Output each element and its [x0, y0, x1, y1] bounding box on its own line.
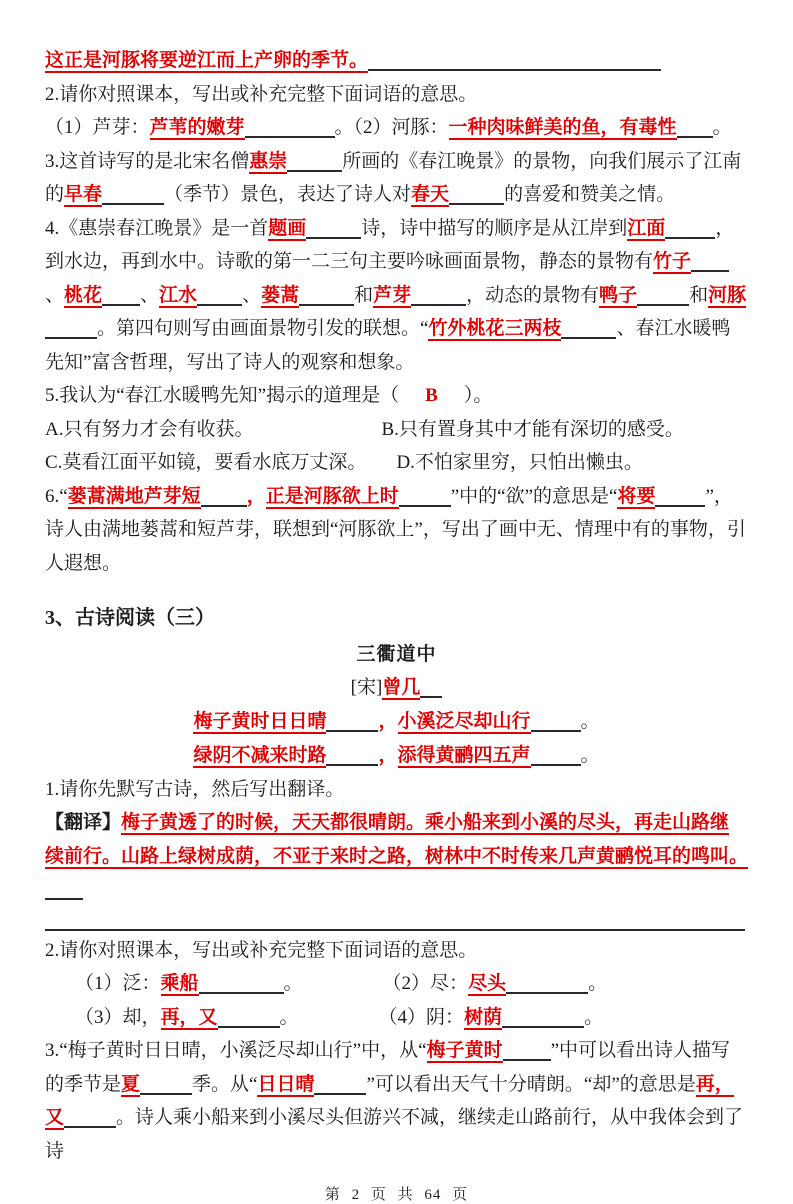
s3-q2-items-row2	[45, 1001, 748, 1035]
blank-underline	[531, 764, 581, 766]
s3-q1-prompt	[45, 773, 748, 807]
text-run: B.只有置身其中才能有深切的感受。	[381, 418, 684, 440]
text-run: 。	[580, 744, 600, 766]
text-run: （4）阴：	[378, 1006, 465, 1028]
text-run: （2）尽：	[382, 973, 469, 994]
answer-text: 乘船	[160, 973, 199, 994]
text-run: 。	[279, 1006, 299, 1028]
s3-q3-text	[45, 1034, 748, 1168]
answer-text: 日日晴	[257, 1073, 315, 1095]
text-run: 季。从“	[192, 1073, 258, 1095]
answer-text: 夏	[121, 1073, 141, 1095]
blank-underline	[45, 929, 745, 931]
text-run: （3）却，	[75, 1006, 161, 1028]
text-run: 6.“	[45, 485, 68, 507]
q5-stem	[45, 379, 748, 413]
answer-text: 芦芽	[373, 284, 412, 306]
blank-underline	[502, 1026, 584, 1028]
blank-underline	[314, 1093, 366, 1095]
answer-text: 正是河豚欲上时	[265, 485, 399, 507]
blank-underline	[102, 304, 140, 306]
blank-underline	[140, 1093, 192, 1095]
text-run: （1）芦芽：	[45, 117, 150, 138]
text-run: ）。	[463, 385, 493, 406]
section-heading	[45, 602, 748, 636]
s3-q2-prompt	[45, 934, 748, 968]
text-run: 4.《惠崇春江晚景》是一首	[45, 217, 269, 239]
blank-underline	[655, 505, 705, 507]
blank-underline	[449, 203, 504, 205]
blank-underline	[691, 270, 729, 272]
blank-underline	[197, 304, 242, 306]
q2-prompt	[45, 78, 748, 112]
text-run: 。	[283, 973, 303, 994]
blank-underline	[399, 505, 451, 507]
text-run: ”中可以看出诗人描写的季节是	[45, 1040, 731, 1095]
s3-blank-line	[45, 907, 748, 934]
text-run: 、	[140, 284, 160, 306]
text-run: 2.请你对照课本，写出或补充完整下面词语的意思。	[45, 939, 478, 961]
blank-underline	[561, 337, 616, 339]
poem-title	[45, 638, 748, 672]
answer-mark: ，	[378, 710, 398, 732]
text-run: 5.我认为“春江水暖鸭先知”揭示的道理是（	[45, 385, 400, 406]
answer-text: 这正是河豚将要逆江而上产卵的季节。	[45, 50, 369, 71]
q4-text	[45, 212, 748, 380]
blank-underline	[665, 237, 715, 239]
answer-text: 尽头	[468, 973, 507, 994]
text-run: 1.请你先默写古诗，然后写出翻译。	[45, 778, 345, 800]
answer-text: 芦苇的嫩芽	[149, 117, 245, 138]
blank-underline	[326, 730, 378, 732]
text-run: 2.请你对照课本，写出或补充完整下面词语的意思。	[45, 83, 478, 105]
text-run: ”可以看出天气十分晴朗。“却”的意思是	[366, 1073, 696, 1095]
answer-text: 梅子黄时	[426, 1040, 503, 1061]
blank-underline	[218, 1026, 280, 1028]
text-run: C.莫看江面平如镜，要看水底万丈深。	[45, 452, 367, 473]
text-run: ，动态的景物有	[466, 284, 600, 306]
answer-text: 小溪泛尽却山行	[397, 710, 531, 732]
blank-underline	[637, 304, 689, 306]
answer-text: 竹子	[653, 251, 692, 272]
answer-text: 蒌蒿	[261, 284, 300, 306]
text-run: 、	[45, 284, 65, 306]
poem-line-2	[45, 739, 748, 773]
text-run: 3.这首诗写的是北宋名僧	[45, 150, 250, 172]
text-run: 。	[712, 117, 732, 138]
q2-items	[45, 111, 748, 145]
text-run: 。	[588, 973, 608, 994]
answer-text: 将要	[617, 485, 656, 507]
blank-underline	[64, 1126, 116, 1128]
blank-underline	[503, 1059, 551, 1061]
answer-text: 江面	[627, 217, 666, 239]
blank-underline	[368, 69, 661, 71]
answer-mark: B	[425, 385, 438, 406]
text-run: A.只有努力才会有收获。	[45, 418, 254, 440]
text-run: ，到水边，再到水中。诗歌的第一二三句主要吟咏画面景物，静态的景物有	[45, 217, 735, 272]
text-run: 3.“梅子黄时日日晴，小溪泛尽却山行”中，从“	[45, 1040, 427, 1061]
q3-text	[45, 145, 748, 212]
answer-text: 竹外桃花三两枝	[428, 318, 562, 339]
answer-text: 河豚	[708, 284, 747, 306]
text-run: 的喜爱和赞美之情。	[504, 184, 676, 205]
answer-text: 曾几	[382, 677, 421, 698]
text-run: （季节）景色，表达了诗人对	[164, 184, 412, 205]
answer-text: 春天	[411, 184, 450, 205]
document-body	[45, 44, 748, 1168]
blank-underline	[201, 505, 247, 507]
text-run: [宋]	[350, 677, 383, 698]
answer-text: 早春	[64, 184, 103, 205]
text-run: D.不怕家里穷，只怕出懒虫。	[396, 452, 643, 473]
blank-underline	[306, 237, 361, 239]
bold-label: 三衢道中	[356, 643, 437, 665]
answer-mark: ，	[246, 485, 266, 507]
answer-text: 再，又	[45, 1073, 734, 1128]
poem-author	[45, 671, 748, 705]
answer-text: 再，又	[160, 1006, 218, 1028]
blank-underline	[420, 696, 442, 698]
answer-text: 梅子黄时日日晴	[193, 710, 327, 732]
s3-q2-items-row1	[45, 967, 748, 1001]
text-run: 所画的《春江晚景》的景物，向我们展示了江南的	[45, 150, 742, 205]
q5-options-ab	[45, 413, 748, 447]
text-run: 、春江水暖鸭先知”富含哲理，写出了诗人的观察和想象。	[45, 318, 731, 373]
page-footer: 第 2 页 共 64 页	[324, 1187, 469, 1203]
blank-underline	[45, 898, 83, 900]
text-run: 。	[580, 710, 600, 732]
text-run: 。第四句则写由画面景物引发的联想。“	[97, 318, 429, 339]
answer-text: 梅子黄透了的时候，天天都很晴朗。乘小船来到小溪的尽头，再走山路继续前行。山路上绿树成荫，不亚于来时之路，树林中不时传来几声黄鹂悦耳的鸣叫。	[45, 812, 749, 867]
blank-underline	[326, 764, 378, 766]
answer-text: 树荫	[464, 1006, 503, 1028]
answer-text: 添得黄鹂四五声	[397, 744, 531, 766]
poem-line-1	[45, 705, 748, 739]
bold-label: 【翻译】	[45, 812, 122, 833]
blank-underline	[411, 304, 466, 306]
text-run: 。	[584, 1006, 604, 1028]
text-run: ”中的“欲”的意思是“	[450, 485, 618, 507]
blank-underline	[531, 730, 581, 732]
q5-options-cd	[45, 446, 748, 480]
answer-text: 一种肉味鲜美的鱼，有毒性	[448, 117, 677, 138]
blank-underline	[102, 203, 164, 205]
answer-text: 江水	[159, 284, 198, 306]
blank-underline	[199, 992, 284, 994]
s3-q1-translation	[45, 806, 748, 907]
answer-text: 惠崇	[249, 150, 288, 172]
continued-answer-line	[45, 44, 748, 78]
bold-label: 3、古诗阅读（三）	[45, 607, 215, 629]
blank-underline	[287, 170, 342, 172]
answer-text: 鸭子	[599, 284, 638, 306]
answer-mark: ，	[378, 744, 398, 766]
text-run: 、	[242, 284, 262, 306]
blank-underline	[677, 136, 713, 138]
blank-underline	[245, 136, 335, 138]
blank-underline	[299, 304, 354, 306]
text-run: 和	[689, 284, 709, 306]
text-run: 诗，诗中描写的顺序是从江岸到	[361, 217, 628, 239]
answer-text: 蒌蒿满地芦芽短	[67, 485, 201, 507]
text-run: （1）泛：	[75, 973, 161, 994]
text-run: 。诗人乘小船来到小溪尽头但游兴不减，继续走山路前行，从中我体会到了诗	[45, 1107, 744, 1162]
blank-underline	[45, 337, 97, 339]
answer-text: 绿阴不减来时路	[193, 744, 327, 766]
q6-text	[45, 480, 748, 581]
answer-text: 题画	[268, 217, 307, 239]
answer-text: 桃花	[64, 284, 103, 306]
blank-underline	[506, 992, 588, 994]
text-run: ”，诗人由满地蒌蒿和短芦芽，联想到“河豚欲上”，写出了画中无、情理中有的事物，引人遐想。	[45, 485, 746, 574]
text-run: 和	[354, 284, 374, 306]
text-run: 。（2）河豚：	[334, 117, 449, 138]
